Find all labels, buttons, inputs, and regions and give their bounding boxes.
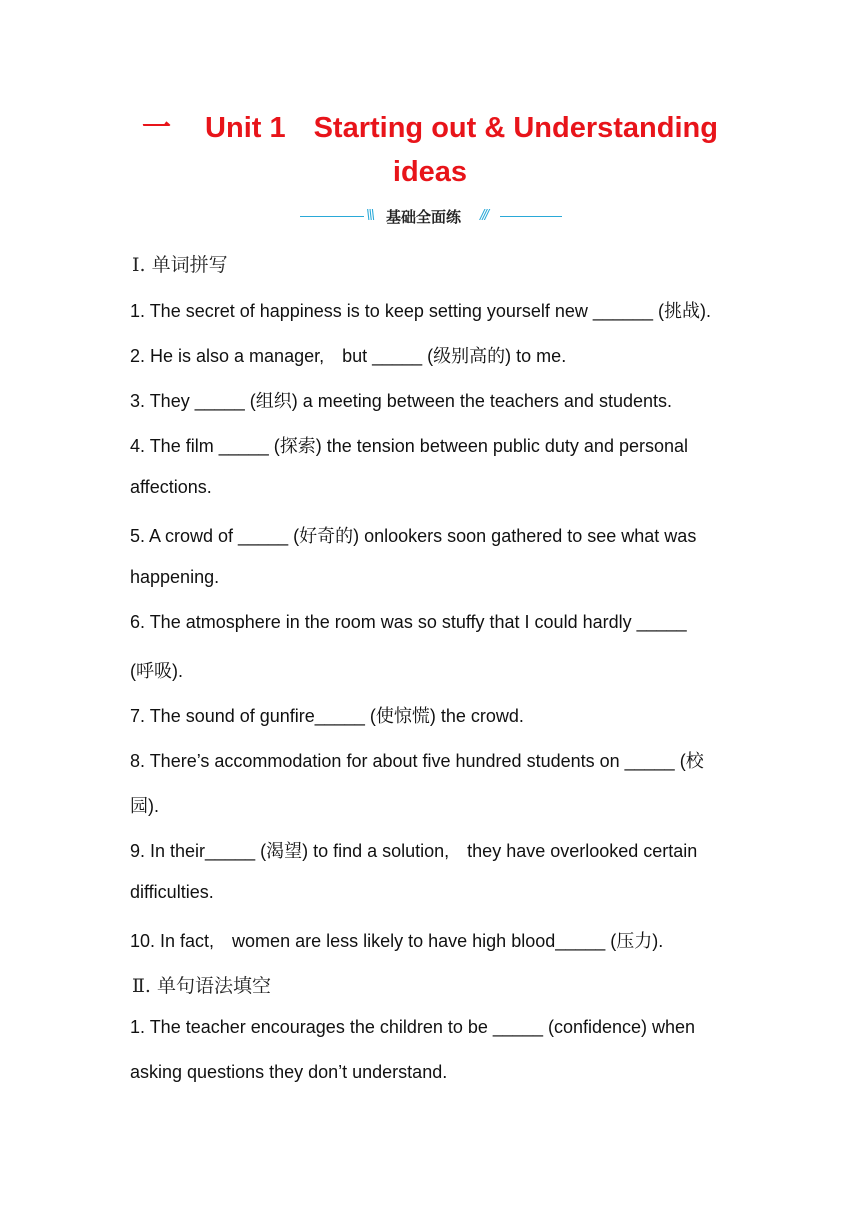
exercise-line: 2. He is also a manager, but _____ (级别高的) to me. bbox=[130, 346, 567, 366]
exercise-line: affections. bbox=[130, 477, 212, 497]
exercise-line: difficulties. bbox=[130, 882, 214, 902]
exercise-line: 10. In fact, women are less likely to have high blood_____ (压力). bbox=[130, 931, 664, 951]
exercise-line: 9. In their_____ (渴望) to find a solution, they have overlooked certain bbox=[130, 841, 698, 861]
exercise-line: asking questions they don’t understand. bbox=[130, 1062, 448, 1082]
exercise-line: 6. The atmosphere in the room was so stuffy that I could hardly _____ bbox=[130, 612, 687, 632]
unit-label: Unit 1 bbox=[205, 112, 286, 144]
exercise-line: happening. bbox=[130, 567, 220, 587]
banner-hatch-right: /// bbox=[480, 208, 488, 223]
title-line-1 bbox=[0, 106, 860, 150]
section-1-heading: Ⅰ. 单词拼写 bbox=[132, 254, 228, 276]
exercise-line: 园). bbox=[130, 796, 159, 816]
section-2-heading: Ⅱ. 单句语法填空 bbox=[132, 975, 271, 997]
title-prefix: 一 bbox=[142, 112, 172, 144]
banner-rule-left bbox=[300, 216, 364, 217]
exercise-line: 4. The film _____ (探索) the tension between public duty and personal bbox=[130, 436, 688, 456]
exercise-line: 1. The secret of happiness is to keep setting yourself new ______ (挑战). bbox=[130, 301, 711, 321]
banner-hatch-left: \\\ bbox=[366, 208, 374, 223]
unit-name-part1: Starting out & Understanding bbox=[313, 112, 718, 144]
banner-rule-right bbox=[500, 216, 562, 217]
exercise-line: 3. They _____ (组织) a meeting between the teachers and students. bbox=[130, 391, 672, 411]
exercise-line: 5. A crowd of _____ (好奇的) onlookers soon gathered to see what was bbox=[130, 526, 697, 546]
section-banner bbox=[300, 204, 562, 230]
exercise-line: 1. The teacher encourages the children to be _____ (confidence) when bbox=[130, 1017, 696, 1037]
banner-text: 基础全面练 bbox=[386, 208, 462, 226]
exercise-line: 7. The sound of gunfire_____ (使惊慌) the crowd. bbox=[130, 706, 524, 726]
title-line-2 bbox=[0, 150, 860, 194]
exercise-line: 8. There’s accommodation for about five hundred students on _____ (校 bbox=[130, 751, 704, 771]
exercise-line: (呼吸). bbox=[130, 661, 183, 681]
unit-name-part2: ideas bbox=[392, 156, 468, 188]
